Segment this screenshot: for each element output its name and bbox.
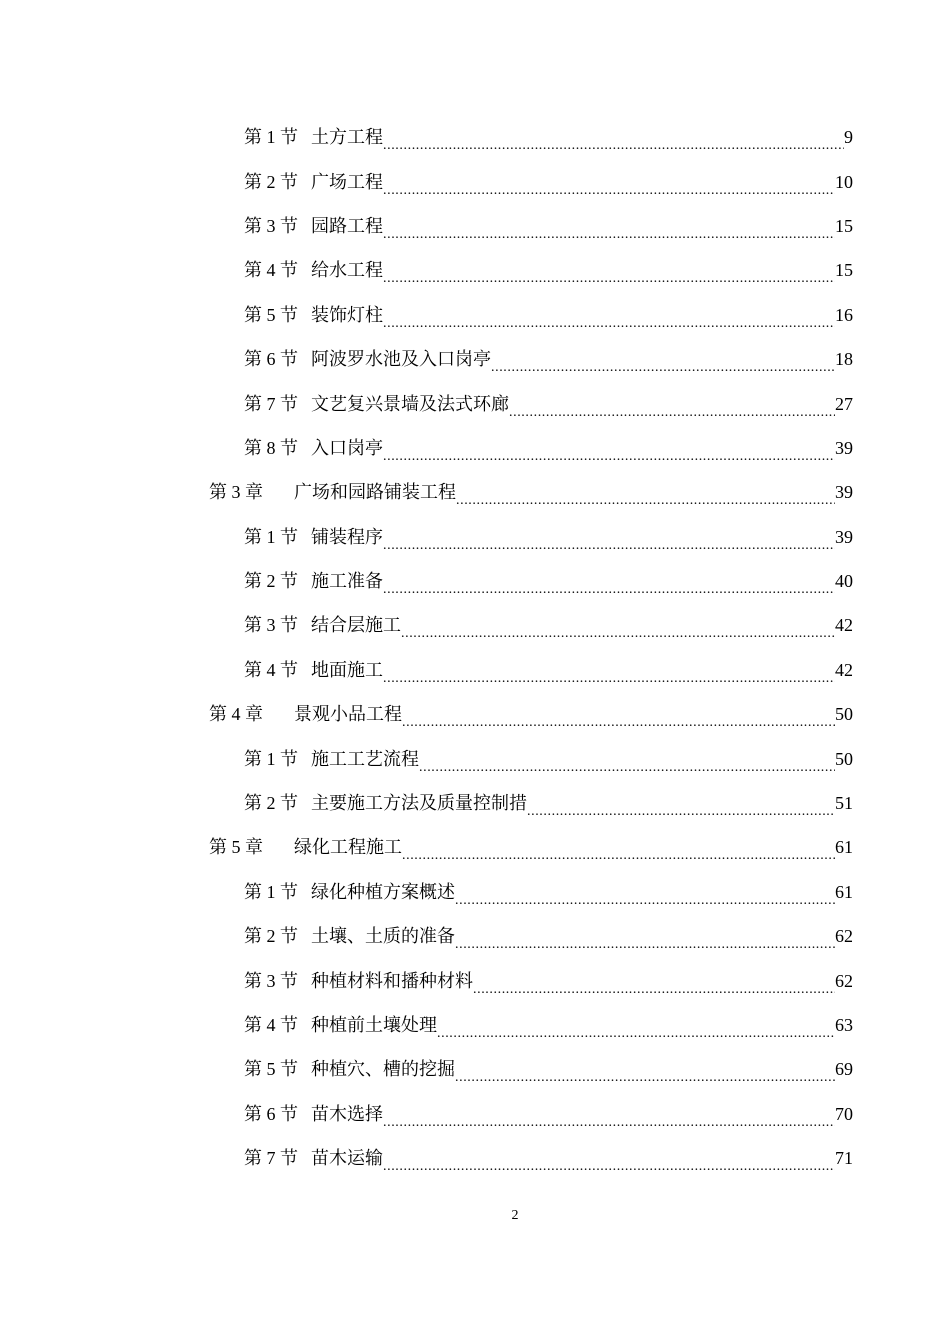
toc-entry-page: 27 — [835, 393, 853, 414]
toc-entry-number: 第 4 节 — [244, 260, 298, 281]
toc-entry-number: 第 2 节 — [244, 793, 298, 814]
toc-entry[interactable] — [0, 1003, 950, 1047]
dot-leader — [383, 1092, 835, 1136]
toc-chapter-title: 广场和园路铺装工程 — [294, 482, 456, 503]
toc-entry-title: 种植材料和播种材料 — [311, 970, 473, 991]
toc-entry-page: 39 — [835, 526, 853, 547]
toc-entry-title: 给水工程 — [311, 260, 383, 281]
dot-leader — [527, 781, 835, 825]
toc-entry-page: 40 — [835, 571, 853, 592]
dot-leader — [383, 293, 835, 337]
toc-entry[interactable] — [0, 914, 950, 958]
toc-entry-number: 第 4 节 — [244, 1015, 298, 1035]
toc-entry-number: 第 3 节 — [244, 215, 298, 236]
toc-entry-page: 51 — [835, 793, 853, 814]
dot-leader — [401, 603, 835, 647]
toc-entry[interactable] — [0, 1092, 950, 1136]
toc-entry[interactable] — [0, 736, 950, 780]
dot-leader — [383, 1136, 835, 1180]
toc-chapter-title: 景观小品工程 — [294, 704, 402, 725]
toc-entry-number: 第 2 节 — [244, 171, 298, 192]
dot-leader — [455, 870, 835, 914]
table-of-contents — [0, 115, 950, 1180]
toc-entry-page: 15 — [835, 215, 853, 236]
dot-leader — [383, 160, 835, 204]
toc-entry-number: 第 2 节 — [244, 571, 298, 592]
toc-entry[interactable] — [0, 204, 950, 248]
toc-entry[interactable] — [0, 293, 950, 337]
toc-entry[interactable] — [0, 958, 950, 1002]
toc-entry-title: 土方工程 — [311, 127, 383, 148]
dot-leader — [383, 426, 835, 470]
toc-entry-title: 绿化种植方案概述 — [311, 881, 455, 902]
toc-entry-number: 第 1 节 — [244, 127, 298, 148]
toc-entry[interactable] — [0, 159, 950, 203]
dot-leader — [455, 1047, 835, 1091]
toc-entry-number: 第 7 节 — [244, 1148, 298, 1169]
dot-leader — [402, 692, 835, 736]
toc-chapter-number: 第 4 章 — [209, 704, 263, 725]
toc-entry[interactable] — [0, 781, 950, 825]
toc-entry-page: 61 — [835, 837, 853, 858]
toc-entry[interactable] — [0, 115, 950, 159]
dot-leader — [383, 515, 835, 559]
toc-entry[interactable] — [0, 248, 950, 292]
toc-entry-page: 50 — [835, 748, 853, 769]
toc-entry-title: 种植穴、槽的挖掘 — [311, 1059, 455, 1080]
toc-entry-title: 铺装程序 — [311, 526, 383, 547]
toc-entry[interactable] — [0, 1136, 950, 1180]
dot-leader — [509, 382, 835, 426]
toc-entry-title: 苗木选择 — [311, 1103, 383, 1124]
dot-leader — [383, 248, 835, 292]
toc-entry-title: 入口岗亭 — [311, 437, 383, 458]
toc-entry-number: 第 1 节 — [244, 526, 298, 547]
toc-chapter-entry[interactable] — [0, 470, 950, 514]
dot-leader — [437, 1003, 835, 1047]
toc-entry-title: 主要施工方法及质量控制措 — [311, 793, 527, 814]
dot-leader — [383, 648, 835, 692]
toc-entry-number: 第 2 节 — [244, 926, 298, 947]
dot-leader — [473, 959, 835, 1003]
dot-leader — [383, 115, 844, 159]
toc-entry-number: 第 1 节 — [244, 748, 298, 769]
toc-entry-page: 71 — [835, 1148, 853, 1169]
page-number: 2 — [511, 1208, 519, 1223]
toc-entry-title: 苗木运输 — [311, 1148, 383, 1169]
toc-entry-page: 61 — [835, 881, 853, 902]
toc-entry-number: 第 3 节 — [244, 615, 298, 636]
dot-leader — [383, 204, 835, 248]
dot-leader — [456, 470, 835, 514]
toc-entry[interactable] — [0, 381, 950, 425]
toc-entry-number: 第 1 节 — [244, 881, 298, 902]
toc-entry[interactable] — [0, 1047, 950, 1091]
toc-entry-title: 装饰灯柱 — [311, 304, 383, 325]
toc-entry-page: 9 — [844, 127, 853, 148]
toc-entry-page: 42 — [835, 659, 853, 680]
toc-entry[interactable] — [0, 426, 950, 470]
toc-entry-page: 50 — [835, 704, 853, 725]
toc-entry-title: 土壤、土质的准备 — [311, 926, 455, 947]
toc-entry-page: 69 — [835, 1059, 853, 1080]
dot-leader — [419, 737, 835, 781]
toc-entry-page: 62 — [835, 926, 853, 947]
dot-leader — [455, 914, 835, 958]
toc-chapter-title: 绿化工程施工 — [294, 837, 402, 858]
toc-entry-title: 阿波罗水池及入口岗亭 — [311, 349, 491, 370]
toc-entry-number: 第 6 节 — [244, 349, 298, 370]
toc-entry-page: 63 — [835, 1015, 853, 1035]
dot-leader — [491, 337, 835, 381]
toc-entry-page: 39 — [835, 482, 853, 503]
toc-entry-page: 70 — [835, 1103, 853, 1124]
toc-entry-title: 园路工程 — [311, 215, 383, 236]
toc-entry[interactable] — [0, 603, 950, 647]
toc-entry-page: 62 — [835, 970, 853, 991]
toc-chapter-number: 第 5 章 — [209, 837, 263, 858]
toc-entry-title: 施工工艺流程 — [311, 748, 419, 769]
toc-entry-title: 种植前土壤处理 — [311, 1015, 437, 1035]
toc-entry-title: 施工准备 — [311, 571, 383, 592]
toc-entry-page: 10 — [835, 171, 853, 192]
toc-entry-page: 15 — [835, 260, 853, 281]
toc-chapter-entry[interactable] — [0, 825, 950, 869]
toc-entry-title: 文艺复兴景墙及法式环廊 — [311, 393, 509, 414]
toc-entry[interactable] — [0, 559, 950, 603]
toc-entry[interactable] — [0, 870, 950, 914]
dot-leader — [402, 825, 835, 869]
toc-entry-number: 第 8 节 — [244, 437, 298, 458]
toc-entry-number: 第 3 节 — [244, 970, 298, 991]
toc-entry-number: 第 5 节 — [244, 304, 298, 325]
toc-entry-page: 16 — [835, 304, 853, 325]
toc-chapter-entry[interactable] — [0, 692, 950, 736]
toc-entry-number: 第 6 节 — [244, 1103, 298, 1124]
dot-leader — [383, 559, 835, 603]
toc-entry-title: 广场工程 — [311, 171, 383, 192]
toc-entry[interactable] — [0, 648, 950, 692]
toc-entry-page: 39 — [835, 437, 853, 458]
toc-chapter-number: 第 3 章 — [209, 482, 263, 503]
toc-entry-number: 第 4 节 — [244, 659, 298, 680]
toc-entry-title: 结合层施工 — [311, 615, 401, 636]
toc-entry[interactable] — [0, 337, 950, 381]
toc-entry-title: 地面施工 — [311, 659, 383, 680]
toc-entry-number: 第 7 节 — [244, 393, 298, 414]
toc-entry-number: 第 5 节 — [244, 1059, 298, 1080]
toc-entry-page: 42 — [835, 615, 853, 636]
toc-entry[interactable] — [0, 515, 950, 559]
toc-entry-page: 18 — [835, 349, 853, 370]
